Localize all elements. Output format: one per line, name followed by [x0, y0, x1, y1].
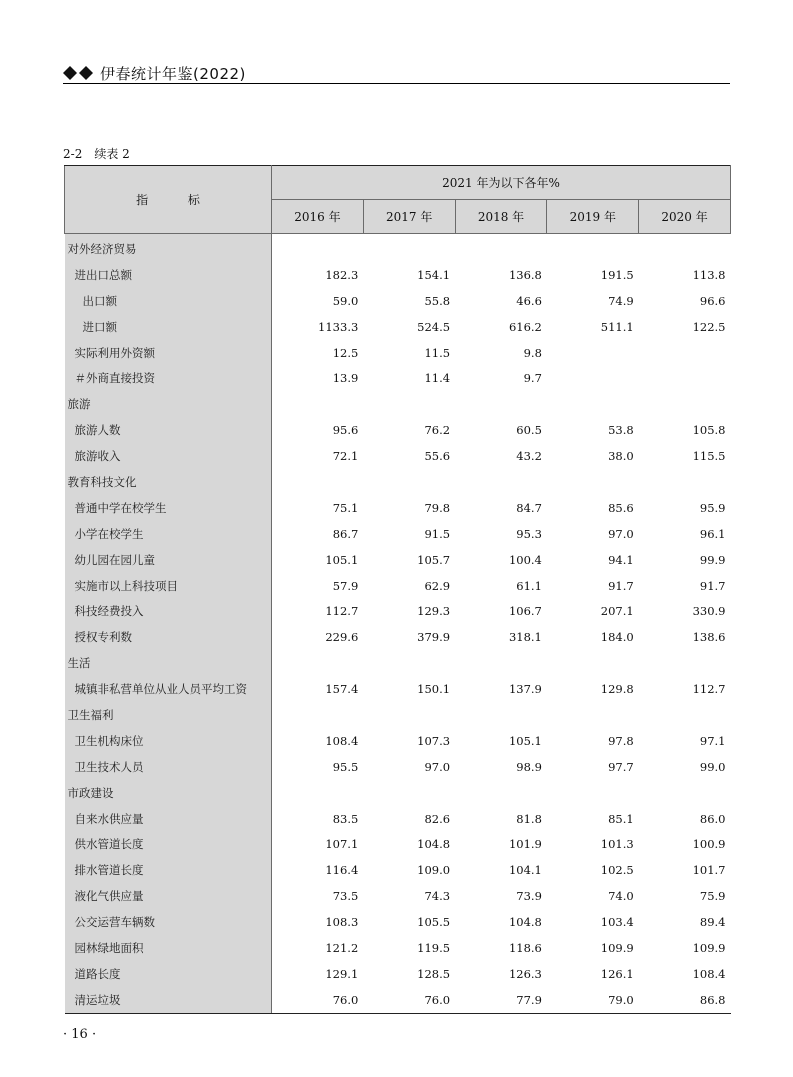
table-row [65, 443, 731, 469]
value-cell [363, 234, 455, 262]
value-cell: 94.1 [608, 552, 634, 567]
value-cell [639, 702, 731, 728]
value-cell [363, 702, 455, 728]
value-cell: 79.0 [547, 987, 639, 1013]
category-label: 教育科技文化 [65, 469, 272, 495]
indicator-label: 道路长度 [65, 961, 272, 987]
value-cell: 12.5 [332, 345, 359, 360]
value-cell: 73.9 [516, 889, 542, 904]
table-row [65, 676, 731, 702]
value-cell: 121.2 [325, 940, 359, 955]
value-cell: 112.7 [325, 604, 359, 619]
value-cell [455, 469, 547, 495]
value-cell: 318.1 [508, 630, 542, 645]
table-row [65, 417, 731, 443]
value-cell [547, 469, 639, 495]
value-cell [363, 780, 455, 806]
value-cell: 62.9 [424, 578, 451, 593]
table-row [65, 573, 731, 599]
header-rule [63, 83, 730, 84]
value-cell: 13.9 [332, 371, 359, 386]
value-cell: 113.8 [692, 267, 726, 282]
value-cell: 137.9 [508, 682, 542, 697]
value-cell: 126.3 [508, 966, 542, 981]
year-column-header: 2018 年 [455, 200, 547, 234]
value-cell: 229.6 [325, 630, 359, 645]
value-cell: 109.0 [417, 863, 451, 878]
indicator-label: 普通中学在校学生 [65, 495, 272, 521]
value-cell: 89.4 [699, 915, 726, 930]
value-cell: 60.5 [516, 423, 542, 438]
value-cell: 107.3 [417, 733, 451, 748]
value-cell: 104.8 [508, 915, 542, 930]
value-cell: 75.9 [699, 889, 726, 904]
indicator-label: 旅游人数 [65, 417, 272, 443]
value-cell: 81.8 [516, 811, 542, 826]
value-cell: 84.7 [516, 500, 542, 515]
value-cell: 72.1 [332, 449, 359, 464]
table-caption: 2-2 续表 2 [63, 147, 130, 161]
category-row [65, 780, 731, 806]
table-row [65, 987, 731, 1013]
indicator-label: 卫生技术人员 [65, 754, 272, 780]
value-cell: 102.5 [600, 863, 634, 878]
value-cell: 104.1 [508, 863, 542, 878]
category-row [65, 650, 731, 676]
value-cell: 101.9 [508, 837, 542, 852]
table-row [65, 598, 731, 624]
value-cell [272, 702, 364, 728]
indicator-label: 供水管道长度 [65, 831, 272, 857]
value-cell: 105.8 [692, 423, 726, 438]
category-row [65, 702, 731, 728]
value-cell [547, 234, 639, 262]
category-label: 卫生福利 [65, 702, 272, 728]
indicator-label: 出口额 [65, 288, 272, 314]
value-cell: 129.1 [325, 966, 359, 981]
indicator-column-header: 指 标 [65, 166, 272, 234]
value-cell: 76.0 [363, 987, 455, 1013]
value-cell: 97.1 [699, 733, 726, 748]
value-cell [363, 469, 455, 495]
page-header [63, 63, 730, 85]
table-row [65, 624, 731, 650]
value-cell: 103.4 [600, 915, 634, 930]
value-cell: 95.3 [516, 526, 542, 541]
value-cell: 91.7 [608, 578, 634, 593]
value-cell: 115.5 [692, 449, 726, 464]
value-cell: 107.1 [325, 837, 359, 852]
value-cell [639, 234, 731, 262]
value-cell: 116.4 [325, 863, 359, 878]
value-cell: 1133.3 [318, 319, 359, 334]
value-cell [547, 340, 639, 366]
value-cell [455, 391, 547, 417]
value-cell: 109.9 [600, 940, 634, 955]
value-cell: 108.3 [325, 915, 359, 930]
value-cell [547, 365, 639, 391]
value-cell: 330.9 [692, 604, 726, 619]
year-column-header: 2016 年 [272, 200, 364, 234]
double-diamond-icon [63, 66, 95, 80]
header-title: 伊春统计年鉴(2022) [100, 65, 246, 83]
group-column-header: 2021 年为以下各年% [272, 166, 731, 200]
indicator-label: 幼儿园在园儿童 [65, 547, 272, 573]
category-row [65, 234, 731, 262]
indicator-label: 液化气供应量 [65, 883, 272, 909]
value-cell: 112.7 [692, 682, 726, 697]
indicator-label: 旅游收入 [65, 443, 272, 469]
value-cell: 129.3 [417, 604, 451, 619]
table-header [65, 166, 731, 234]
value-cell: 105.1 [325, 552, 359, 567]
value-cell [363, 391, 455, 417]
value-cell: 82.6 [424, 811, 451, 826]
table-row [65, 857, 731, 883]
value-cell [547, 391, 639, 417]
indicator-label: 实际利用外资额 [65, 340, 272, 366]
value-cell: 91.7 [699, 578, 726, 593]
table-row [65, 340, 731, 366]
category-label: 市政建设 [65, 780, 272, 806]
value-cell: 97.7 [608, 759, 634, 774]
value-cell: 99.9 [699, 552, 726, 567]
value-cell [639, 650, 731, 676]
value-cell [639, 340, 731, 366]
table-row [65, 521, 731, 547]
value-cell: 96.6 [699, 293, 726, 308]
year-column-header: 2019 年 [547, 200, 639, 234]
value-cell [272, 391, 364, 417]
indicator-label: 清运垃圾 [65, 987, 272, 1013]
value-cell: 126.1 [600, 966, 634, 981]
value-cell: 95.6 [332, 423, 359, 438]
value-cell: 85.1 [608, 811, 634, 826]
value-cell: 138.6 [692, 630, 726, 645]
value-cell: 105.5 [417, 915, 451, 930]
value-cell [547, 702, 639, 728]
value-cell: 97.0 [424, 759, 451, 774]
value-cell [639, 391, 731, 417]
value-cell: 57.9 [332, 578, 359, 593]
table-row [65, 547, 731, 573]
value-cell [363, 650, 455, 676]
value-cell: 53.8 [608, 423, 634, 438]
table-row [65, 495, 731, 521]
value-cell: 86.8 [639, 987, 731, 1013]
value-cell: 85.6 [608, 500, 634, 515]
value-cell [272, 780, 364, 806]
value-cell: 99.0 [699, 759, 726, 774]
value-cell [272, 650, 364, 676]
value-cell: 74.9 [608, 293, 634, 308]
value-cell: 59.0 [332, 293, 359, 308]
value-cell: 95.9 [699, 500, 726, 515]
indicator-label: 自来水供应量 [65, 806, 272, 832]
value-cell: 11.5 [424, 345, 451, 360]
value-cell [455, 234, 547, 262]
table-row [65, 262, 731, 288]
value-cell: 9.8 [523, 345, 542, 360]
indicator-label: 科技经费投入 [65, 598, 272, 624]
indicator-label: 园林绿地面积 [65, 935, 272, 961]
value-cell: 207.1 [600, 604, 634, 619]
value-cell: 76.0 [272, 987, 364, 1013]
category-label: 旅游 [65, 391, 272, 417]
table-row [65, 935, 731, 961]
page-number: · 16 · [63, 1027, 97, 1042]
value-cell: 191.5 [600, 267, 634, 282]
value-cell: 511.1 [600, 319, 634, 334]
value-cell: 43.2 [516, 449, 542, 464]
value-cell: 119.5 [417, 940, 451, 955]
value-cell: 86.7 [332, 526, 359, 541]
value-cell: 129.8 [600, 682, 634, 697]
value-cell: 150.1 [417, 682, 451, 697]
value-cell: 101.7 [692, 863, 726, 878]
value-cell: 108.4 [692, 966, 726, 981]
table-row [65, 314, 731, 340]
table-row [65, 831, 731, 857]
value-cell: 106.7 [508, 604, 542, 619]
year-column-header: 2017 年 [363, 200, 455, 234]
value-cell: 76.2 [424, 423, 451, 438]
value-cell: 122.5 [692, 319, 726, 334]
category-row [65, 469, 731, 495]
value-cell: 46.6 [516, 293, 542, 308]
value-cell [639, 780, 731, 806]
value-cell: 86.0 [699, 811, 726, 826]
value-cell: 91.5 [424, 526, 451, 541]
indicator-label: 实施市以上科技项目 [65, 573, 272, 599]
table-row [65, 754, 731, 780]
value-cell: 61.1 [516, 578, 542, 593]
category-label: 对外经济贸易 [65, 234, 272, 262]
indicator-label: 进口额 [65, 314, 272, 340]
indicator-label: 城镇非私营单位从业人员平均工资 [65, 676, 272, 702]
value-cell: 105.7 [417, 552, 451, 567]
value-cell: 74.0 [608, 889, 634, 904]
indicator-label: 排水管道长度 [65, 857, 272, 883]
value-cell [455, 702, 547, 728]
value-cell: 104.8 [417, 837, 451, 852]
indicator-label: 卫生机构床位 [65, 728, 272, 754]
value-cell: 79.8 [424, 500, 451, 515]
value-cell [547, 780, 639, 806]
value-cell: 83.5 [332, 811, 359, 826]
value-cell: 524.5 [417, 319, 451, 334]
table-row [65, 883, 731, 909]
value-cell: 11.4 [424, 371, 451, 386]
year-column-header: 2020 年 [639, 200, 731, 234]
value-cell: 105.1 [508, 733, 542, 748]
indicator-label: 授权专利数 [65, 624, 272, 650]
value-cell: 97.8 [608, 733, 634, 748]
value-cell: 55.6 [424, 449, 451, 464]
indicator-label: 进出口总额 [65, 262, 272, 288]
value-cell: 136.8 [508, 267, 542, 282]
table-body [65, 234, 731, 1014]
table-row [65, 909, 731, 935]
value-cell: 184.0 [600, 630, 634, 645]
category-label: 生活 [65, 650, 272, 676]
value-cell [272, 234, 364, 262]
value-cell: 55.8 [424, 293, 451, 308]
value-cell [272, 469, 364, 495]
value-cell: 128.5 [417, 966, 451, 981]
value-cell: 154.1 [417, 267, 451, 282]
table-row [65, 806, 731, 832]
value-cell: 109.9 [692, 940, 726, 955]
value-cell: 616.2 [508, 319, 542, 334]
indicator-label: ＃外商直接投资 [65, 365, 272, 391]
value-cell [639, 365, 731, 391]
value-cell [547, 650, 639, 676]
value-cell: 95.5 [332, 759, 359, 774]
value-cell: 108.4 [325, 733, 359, 748]
value-cell: 97.0 [608, 526, 634, 541]
value-cell: 74.3 [424, 889, 451, 904]
statistics-table [64, 165, 731, 1014]
value-cell [455, 650, 547, 676]
value-cell: 38.0 [608, 449, 634, 464]
value-cell: 96.1 [699, 526, 726, 541]
value-cell: 182.3 [325, 267, 359, 282]
category-row [65, 391, 731, 417]
value-cell: 98.9 [516, 759, 542, 774]
value-cell: 73.5 [332, 889, 359, 904]
indicator-label: 公交运营车辆数 [65, 909, 272, 935]
value-cell: 75.1 [332, 500, 359, 515]
table-row [65, 288, 731, 314]
value-cell: 100.9 [692, 837, 726, 852]
value-cell [455, 780, 547, 806]
value-cell: 379.9 [417, 630, 451, 645]
indicator-label: 小学在校学生 [65, 521, 272, 547]
value-cell: 9.7 [523, 371, 542, 386]
value-cell [639, 469, 731, 495]
value-cell: 118.6 [508, 940, 542, 955]
table-row [65, 728, 731, 754]
table-row [65, 365, 731, 391]
value-cell: 101.3 [600, 837, 634, 852]
table-row [65, 961, 731, 987]
value-cell: 100.4 [508, 552, 542, 567]
value-cell: 157.4 [325, 682, 359, 697]
value-cell: 77.9 [455, 987, 547, 1013]
